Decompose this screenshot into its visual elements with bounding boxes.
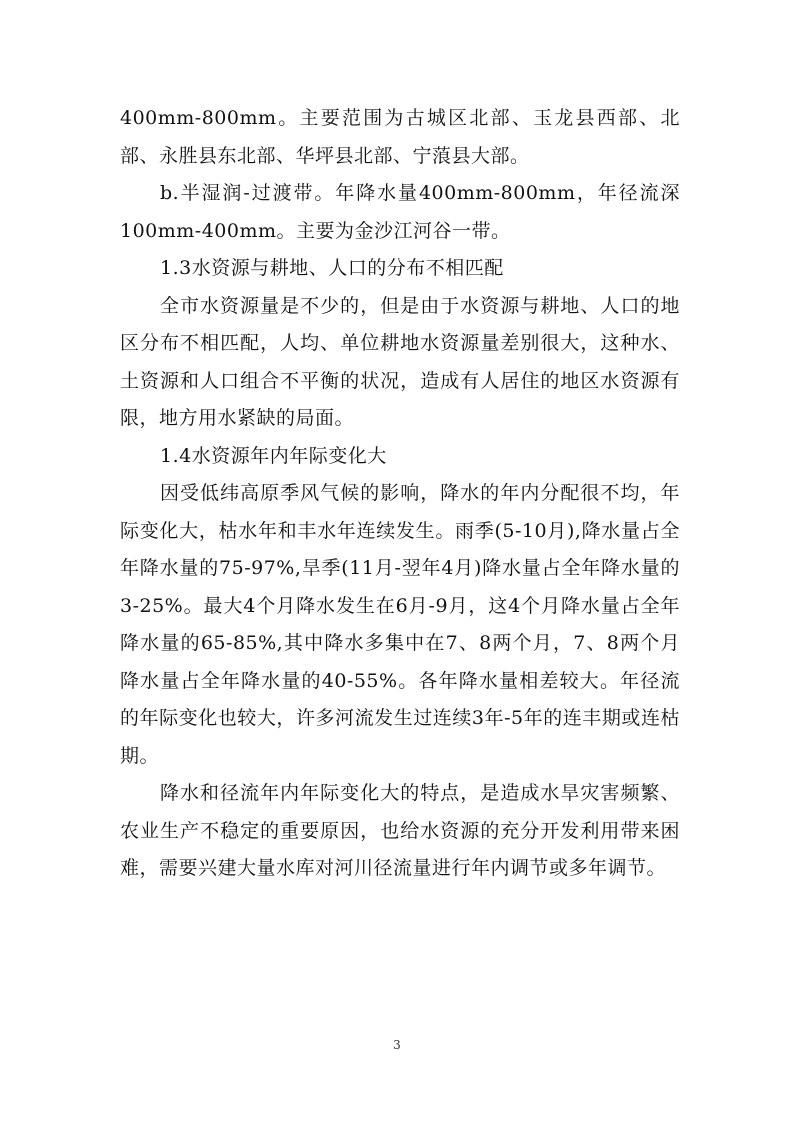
paragraph-semi-humid-zone: b.半湿润-过渡带。年降水量400mm-800mm，年径流深100mm-400mm。主要为金沙江河谷一带。 — [120, 182, 680, 242]
document-body — [120, 100, 680, 888]
section-heading-1-4: 1.4水资源年内年际变化大 — [160, 444, 387, 467]
paragraph-resource-mismatch: 全市水资源量是不少的，但是由于水资源与耕地、人口的地区分布不相匹配，人均、单位耕地水资源量差别很大，这种水、土资源和人口组合不平衡的状况，造成有人居住的地区水资源有限，地方用水紧缺的局面。 — [120, 294, 680, 429]
section-heading-1-3: 1.3水资源与耕地、人口的分布不相匹配 — [160, 257, 504, 279]
paragraph-consequences: 降水和径流年内年际变化大的特点，是造成水旱灾害频繁、农业生产不稳定的重要原因，也给水资源的充分开发利用带来困难，需要兴建大量水库对河川径流量进行年内调节或多年调节。 — [120, 782, 680, 879]
paragraph-precipitation-variation: 因受低纬高原季风气候的影响，降水的年内分配很不均，年际变化大，枯水年和丰水年连续发生。雨季(5-10月),降水量占全年降水量的75-97%,旱季(11月-翌年4月)降水量占全年降水量的3-25%。最大4个月降水发生在6月-9月，这4个月降水量占全年降水量的65-85%,其中降水多集中在7、8两个月，7、8两个月降水量占全年降水量的40-55%。各年降水量相差较大。年径流的年际变化也较大，许多河流发生过连续3年-5年的连丰期或连枯期。 — [120, 482, 680, 767]
page-number: 3 — [393, 1038, 401, 1052]
paragraph-region-scope: 400mm-800mm。主要范围为古城区北部、玉龙县西部、北部、永胜县东北部、华坪县北部、宁蒗县大部。 — [120, 107, 680, 167]
